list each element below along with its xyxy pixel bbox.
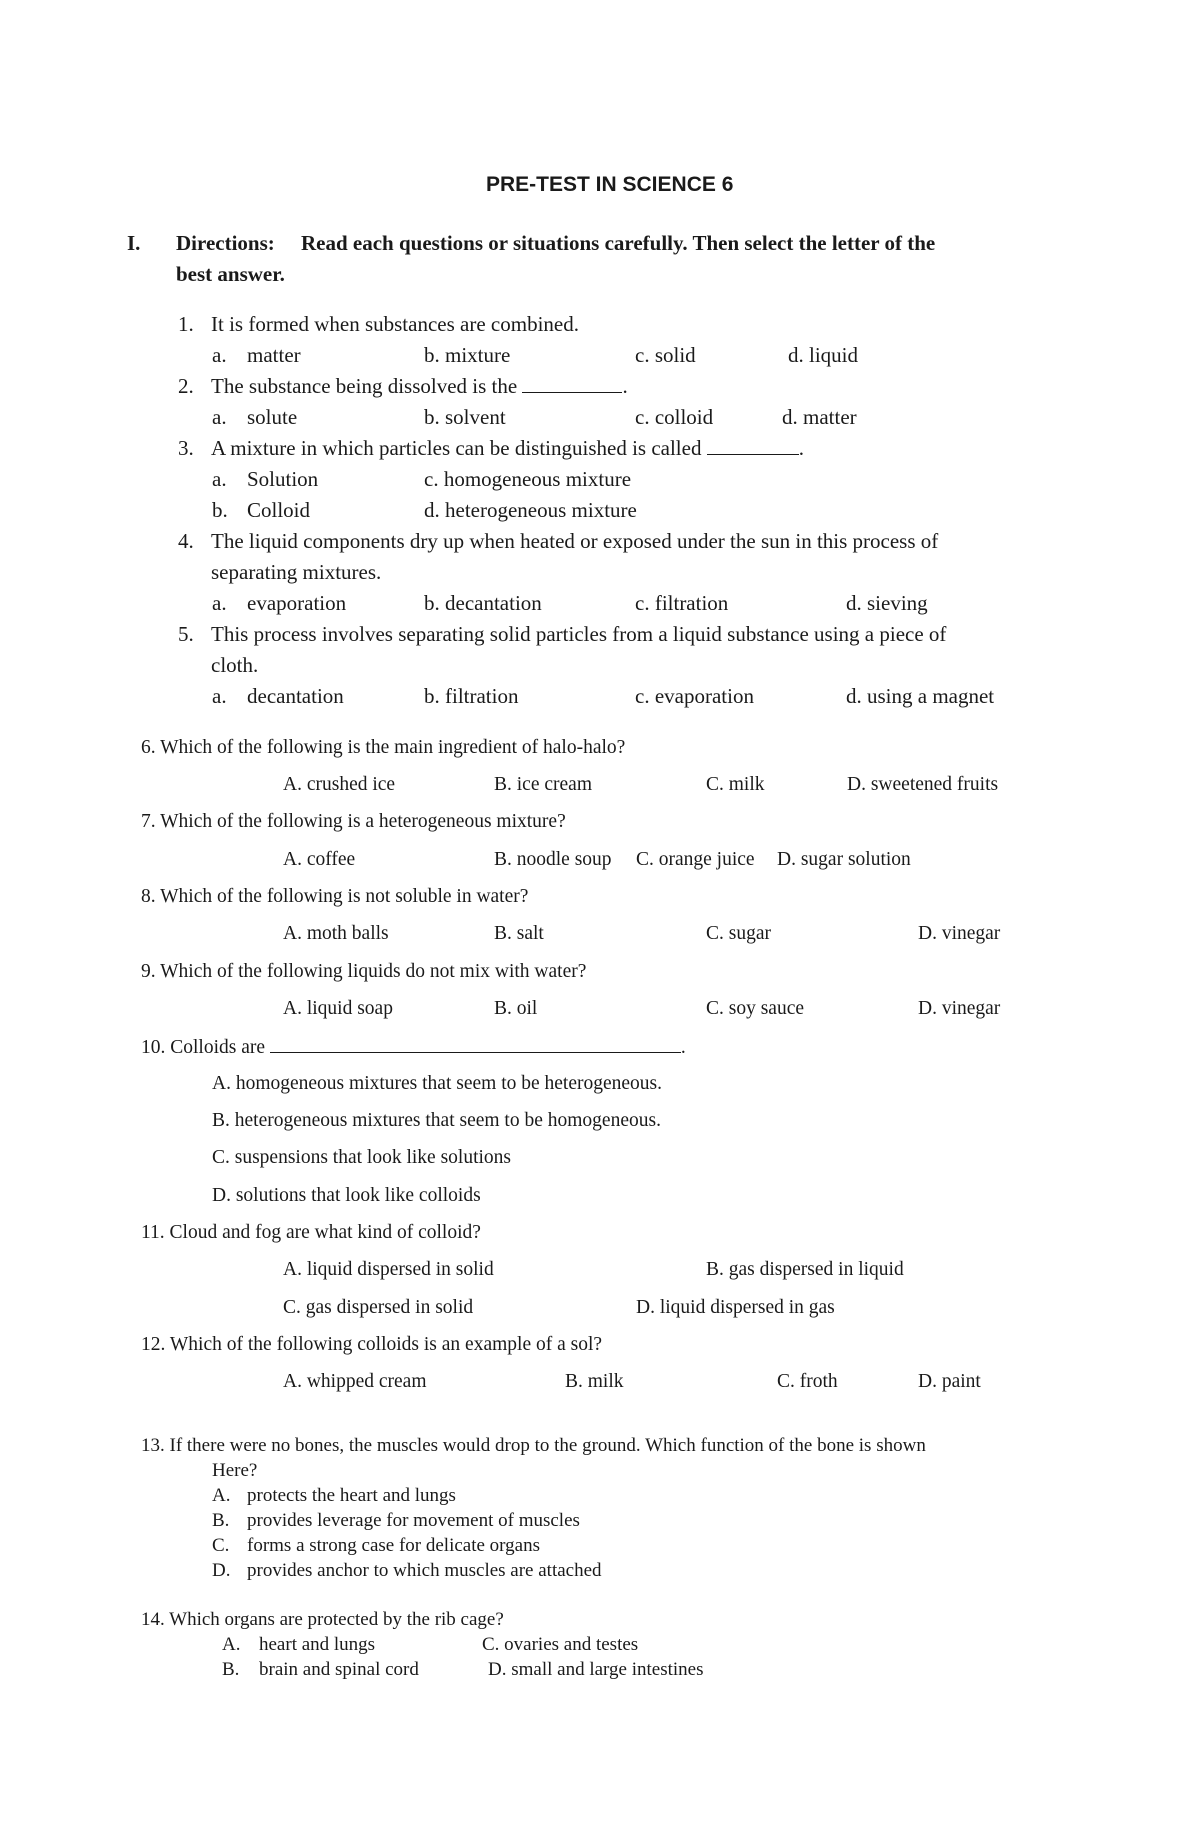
choice-text: b. mixture (424, 343, 511, 367)
choice-text: D. sweetened fruits (847, 774, 999, 795)
choice-text: solute (247, 405, 298, 429)
question-text: It is formed when substances are combined. (211, 312, 579, 336)
choice-text: protects the heart and lungs (247, 1485, 456, 1506)
choice-text: D. vinegar (918, 923, 1001, 944)
answer-blank (522, 376, 622, 393)
choice-text: B. noodle soup (494, 849, 612, 870)
question-text: 11. Cloud and fog are what kind of colloid? (141, 1222, 481, 1243)
question-text: 8. Which of the following is not soluble in water? (141, 886, 529, 907)
choice-text: A. whipped cream (283, 1371, 427, 1392)
choice-text: D. liquid dispersed in gas (636, 1297, 835, 1318)
choice-text: evaporation (247, 591, 347, 615)
question-text: 6. Which of the following is the main ingredient of halo-halo? (141, 737, 626, 758)
question-number: 1. (178, 312, 194, 336)
choice-letter: A. (212, 1485, 231, 1506)
choice-text: B. gas dispersed in liquid (706, 1259, 904, 1280)
question-text: This process involves separating solid particles from a liquid substance using a piece of (211, 622, 947, 646)
question-text: 12. Which of the following colloids is an example of a sol? (141, 1334, 603, 1355)
choice-letter: a. (212, 405, 227, 429)
choice-letter: a. (212, 467, 227, 491)
question-text: 13. If there were no bones, the muscles would drop to the ground. Which function of the bone is shown (141, 1435, 926, 1456)
choice-text: d. matter (782, 405, 857, 429)
choice-letter: A. (222, 1634, 241, 1655)
choice-text: b. solvent (424, 405, 506, 429)
choice-text: Solution (247, 467, 319, 491)
question-number: 5. (178, 622, 194, 646)
choice-text: c. homogeneous mixture (424, 467, 632, 491)
question-number: 2. (178, 374, 194, 398)
choice-text: d. sieving (846, 591, 928, 615)
answer-blank (707, 438, 799, 455)
choice-text: d. liquid (788, 343, 859, 367)
choice-text: D. small and large intestines (488, 1659, 704, 1680)
question-text: 10. Colloids are . (141, 1037, 686, 1058)
choice-text: A. liquid soap (283, 998, 393, 1019)
choice-text: A. homogeneous mixtures that seem to be heterogeneous. (212, 1073, 663, 1094)
question-text: 7. Which of the following is a heterogeneous mixture? (141, 811, 566, 832)
choice-text: C. orange juice (636, 849, 755, 870)
choice-text: d. using a magnet (846, 684, 995, 708)
choice-text: B. heterogeneous mixtures that seem to be homogeneous. (212, 1110, 661, 1131)
choice-text: C. sugar (706, 923, 771, 944)
choice-text: c. solid (635, 343, 696, 367)
choice-text: A. liquid dispersed in solid (283, 1259, 494, 1280)
question-text: The liquid components dry up when heated or exposed under the sun in this process of (211, 529, 939, 553)
choice-text: d. heterogeneous mixture (424, 498, 637, 522)
question-text-cont: separating mixtures. (211, 560, 382, 584)
choice-text: C. ovaries and testes (482, 1634, 639, 1655)
choice-letter: a. (212, 343, 227, 367)
choice-text: A. coffee (283, 849, 356, 870)
choice-text: b. decantation (424, 591, 542, 615)
choice-letter: a. (212, 591, 227, 615)
question-text-cont: Here? (212, 1460, 258, 1481)
directions-text: Read each questions or situations carefully. Then select the letter of the (301, 231, 936, 255)
choice-text: Colloid (247, 498, 311, 522)
choice-text: C. suspensions that look like solutions (212, 1147, 512, 1168)
directions-text-cont: best answer. (176, 262, 285, 286)
answer-blank (270, 1036, 681, 1053)
choice-text: c. evaporation (635, 684, 754, 708)
choice-text: B. oil (494, 998, 538, 1019)
question-number: 4. (178, 529, 194, 553)
directions-label: Directions: (176, 231, 275, 255)
choice-text: provides leverage for movement of muscles (247, 1510, 580, 1531)
question-text-cont: cloth. (211, 653, 259, 677)
choice-text: B. milk (565, 1371, 624, 1392)
choice-text: D. solutions that look like colloids (212, 1185, 481, 1206)
question-text: The substance being dissolved is the . (211, 374, 628, 398)
choice-text: c. colloid (635, 405, 714, 429)
choice-letter: B. (212, 1510, 230, 1531)
question-text: 9. Which of the following liquids do not mix with water? (141, 961, 587, 982)
choice-text: decantation (247, 684, 344, 708)
choice-letter: B. (222, 1659, 240, 1680)
choice-text: c. filtration (635, 591, 729, 615)
choice-text: C. milk (706, 774, 765, 795)
choice-text: D. sugar solution (777, 849, 911, 870)
choice-text: b. filtration (424, 684, 519, 708)
choice-letter: a. (212, 684, 227, 708)
choice-text: C. soy sauce (706, 998, 805, 1019)
choice-text: D. vinegar (918, 998, 1001, 1019)
choice-text: C. froth (777, 1371, 838, 1392)
choice-text: A. moth balls (283, 923, 389, 944)
choice-text: forms a strong case for delicate organs (247, 1535, 540, 1556)
choice-text: B. ice cream (494, 774, 592, 795)
page-title: PRE-TEST IN SCIENCE 6 (486, 173, 734, 196)
choice-text: matter (247, 343, 301, 367)
question-text: A mixture in which particles can be distinguished is called . (211, 436, 804, 460)
choice-letter: C. (212, 1535, 230, 1556)
choice-text: A. crushed ice (283, 774, 396, 795)
choice-text: heart and lungs (259, 1634, 376, 1655)
choice-text: provides anchor to which muscles are attached (247, 1560, 602, 1581)
choice-text: C. gas dispersed in solid (283, 1297, 474, 1318)
section-number: I. (127, 231, 141, 255)
question-text: 14. Which organs are protected by the rib cage? (141, 1609, 504, 1630)
choice-text: B. salt (494, 923, 544, 944)
choice-letter: D. (212, 1560, 231, 1581)
question-number: 3. (178, 436, 194, 460)
choice-text: brain and spinal cord (259, 1659, 419, 1680)
choice-letter: b. (212, 498, 228, 522)
choice-text: D. paint (918, 1371, 981, 1392)
